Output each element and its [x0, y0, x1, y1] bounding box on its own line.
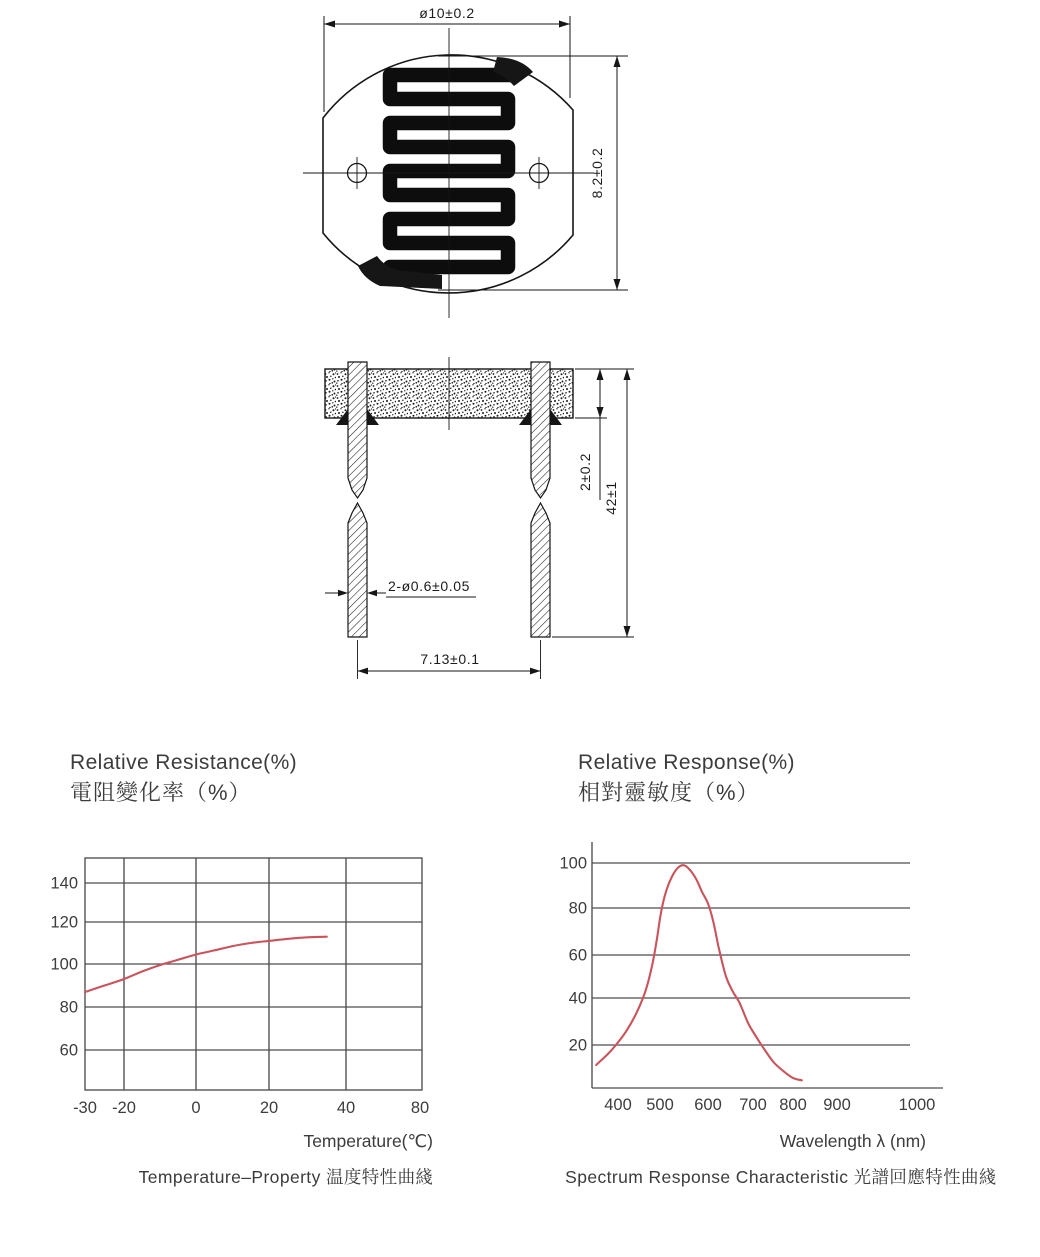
dim-text-lead-spacing: 7.13±0.1 — [420, 651, 480, 667]
y-tick-label: 20 — [568, 1036, 587, 1055]
dim-text-thickness: 2±0.2 — [577, 453, 593, 491]
y-tick-label: 140 — [50, 874, 78, 893]
temperature-x-axis-label: Temperature(℃) — [303, 1131, 433, 1151]
y-tick-label: 100 — [559, 854, 587, 873]
x-tick-label: 800 — [779, 1096, 807, 1114]
y-tick-label: 60 — [59, 1041, 78, 1060]
spectrum-x-axis-label: Wavelength λ (nm) — [779, 1131, 926, 1151]
dim-text-total-length: 42±1 — [603, 481, 619, 515]
x-tick-label: 40 — [336, 1099, 356, 1117]
x-tick-label: 900 — [823, 1096, 851, 1114]
y-tick-label: 80 — [568, 899, 587, 918]
x-tick-label: 0 — [191, 1099, 201, 1117]
temperature-chart-title-zh: 電阻變化率（%） — [70, 780, 252, 805]
dimension-lead-spacing — [358, 640, 541, 679]
temperature-x-tick-labels — [73, 1099, 429, 1117]
spectrum-chart-title-zh: 相對靈敏度（%） — [578, 780, 760, 805]
x-tick-label: 1000 — [898, 1096, 936, 1114]
spectrum-chart-gridlines — [592, 863, 910, 1045]
y-tick-label: 80 — [59, 998, 78, 1017]
x-tick-label: 20 — [259, 1099, 279, 1117]
dim-text-lead-diameter: 2-ø0.6±0.05 — [388, 578, 470, 594]
spectrum-y-tick-labels — [559, 855, 587, 1055]
spectrum-chart — [559, 751, 996, 1187]
temperature-chart-title-en: Relative Resistance(%) — [70, 751, 298, 774]
dim-text-height: 8.2±0.2 — [589, 147, 605, 199]
x-tick-label: 700 — [739, 1096, 767, 1114]
x-tick-label: -20 — [112, 1099, 136, 1117]
left-lead — [348, 362, 367, 637]
x-tick-label: -30 — [73, 1099, 97, 1117]
right-lead — [531, 362, 550, 637]
spectrum-x-tick-labels — [604, 1096, 935, 1114]
serpentine-electrode-pattern — [390, 75, 512, 267]
photoresistor-side-view — [325, 357, 634, 679]
x-tick-label: 400 — [604, 1096, 632, 1114]
x-tick-label: 600 — [694, 1096, 722, 1114]
spectrum-curve — [596, 865, 802, 1080]
photoresistor-top-view — [303, 5, 628, 318]
temperature-chart — [50, 751, 433, 1187]
y-tick-label: 120 — [50, 913, 78, 932]
temperature-chart-caption: Temperature–Property 温度特性曲綫 — [138, 1167, 434, 1187]
spectrum-chart-caption: Spectrum Response Characteristic 光譜回應特性曲綫 — [565, 1167, 997, 1187]
y-tick-label: 40 — [568, 989, 587, 1008]
spectrum-chart-title-en: Relative Response(%) — [578, 751, 795, 774]
x-tick-label: 80 — [410, 1099, 430, 1117]
y-tick-label: 100 — [50, 955, 78, 974]
temperature-y-tick-labels — [50, 875, 78, 1060]
dim-text-diameter: ø10±0.2 — [419, 5, 475, 21]
x-tick-label: 500 — [646, 1096, 674, 1114]
y-tick-label: 60 — [568, 946, 587, 965]
dimension-thickness — [575, 369, 634, 500]
